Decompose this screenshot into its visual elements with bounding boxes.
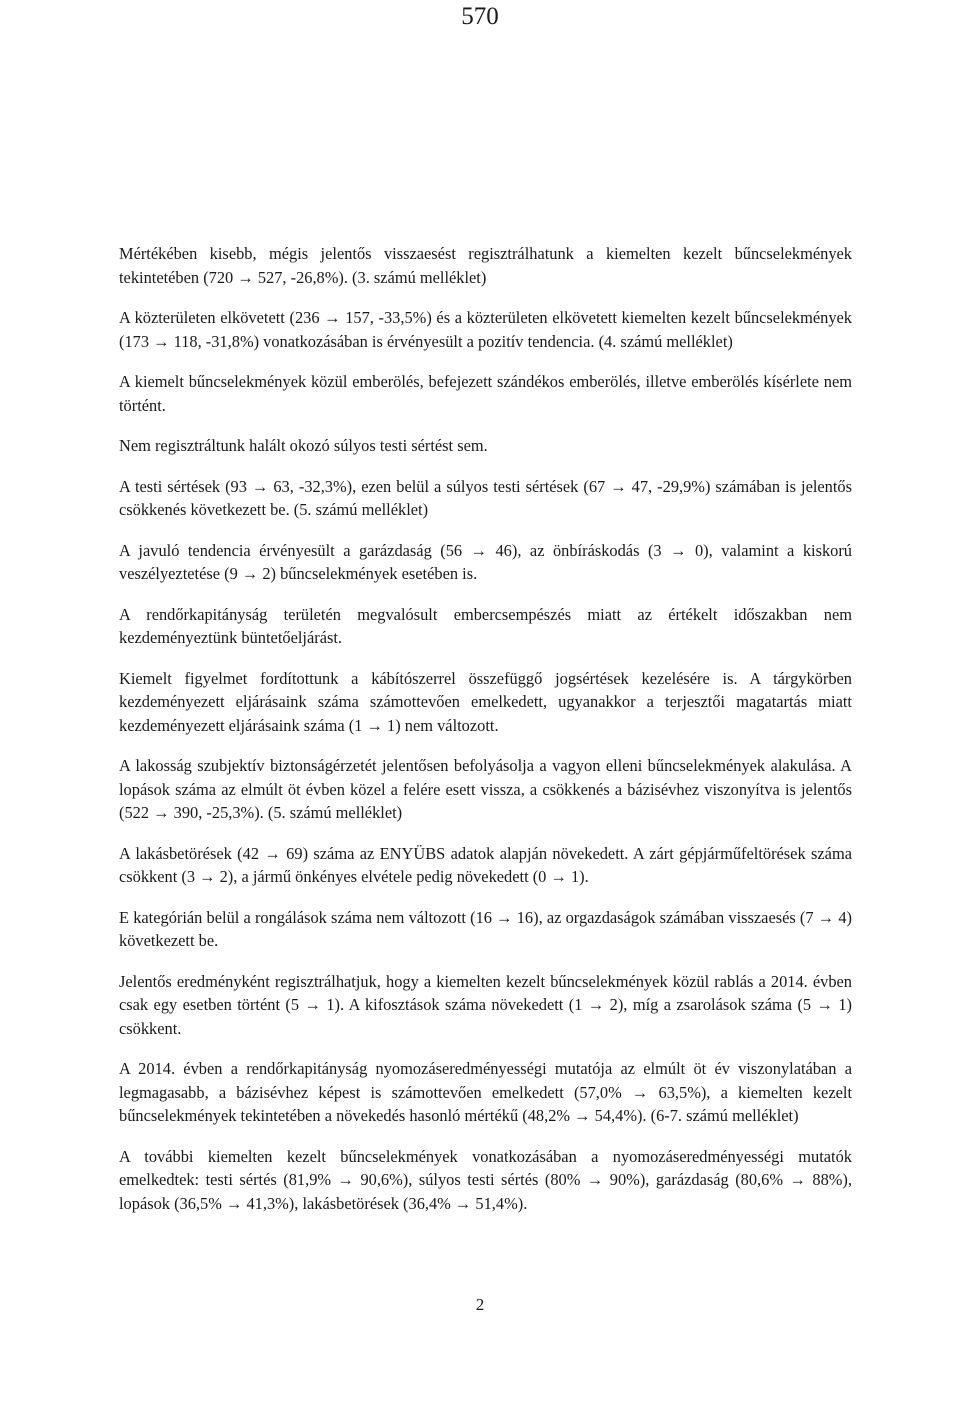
- paragraph-10: A lakásbetörések (42 → 69) száma az ENYÜBS adatok alapján növekedett. A zárt gépjárműfeltörések száma csökkent (3 → 2), a jármű önkényes elvétele pedig növekedett (0 → 1).: [119, 843, 852, 886]
- document-body: [119, 242, 852, 1232]
- paragraph-3: A kiemelt bűncselekmények közül emberölés, befejezett szándékos emberölés, illetve emberölés kísérlete nem történt.: [119, 372, 852, 415]
- paragraph-12: Jelentős eredményként regisztrálhatjuk, hogy a kiemelten kezelt bűncselekmények közül rablás a 2014. évben csak egy esetben történt (5 → 1). A kifosztások száma növekedett (1 → 2), míg a zsarolások száma (5 → 1) csökkent.: [119, 971, 852, 1038]
- paragraph-13: A 2014. évben a rendőrkapitányság nyomozáseredményességi mutatója az elmúlt öt év viszonylatában a legmagasabb, a bázisévhez képest is számottevően emelkedett (57,0% → 63,5%), a kiemelten kezelt bűncselekmények tekintetében a növekedés hasonló mértékű (48,2% → 54,4%). (6-7. számú melléklet): [119, 1059, 852, 1125]
- paragraph-11: E kategórián belül a rongálások száma nem változott (16 → 16), az orgazdaságok számában visszaesés (7 → 4) következett be.: [119, 907, 852, 950]
- paragraph-7: A rendőrkapitányság területén megvalósult embercsempészés miatt az értékelt időszakban nem kezdeményeztünk büntetőeljárást.: [119, 604, 852, 647]
- paragraph-2: A közterületen elkövetett (236 → 157, -33,5%) és a közterületen elkövetett kiemelten kezelt bűncselekmények (173 → 118, -31,8%) vonatkozásában is érvényesült a pozitív tendencia. (4. számú melléklet): [119, 308, 852, 351]
- page-number: 570: [461, 3, 499, 30]
- paragraph-14: A további kiemelten kezelt bűncselekmények vonatkozásában a nyomozáseredményességi mutatók emelkedtek: testi sértés (81,9% → 90,6%), súlyos testi sértés (80% → 90%), garázdaság (80,6% → 88%), lopások (36,5% → 41,3%), lakásbetörések (36,4% → 51,4%).: [119, 1146, 852, 1213]
- footer-page-number: 2: [475, 1295, 485, 1314]
- paragraph-6: A javuló tendencia érvényesült a garázdaság (56 → 46), az önbíráskodás (3 → 0), valamint a kiskorú veszélyeztetése (9 → 2) bűncselekmények esetében is.: [119, 540, 852, 583]
- paragraph-1: Mértékében kisebb, mégis jelentős visszaesést regisztrálhatunk a kiemelten kezelt bűncselekmények tekintetében (720 → 527, -26,8%). (3. számú melléklet): [119, 244, 852, 287]
- paragraph-5: A testi sértések (93 → 63, -32,3%), ezen belül a súlyos testi sértések (67 → 47, -29,9%) számában is jelentős csökkenés következett be. (5. számú melléklet): [119, 476, 852, 519]
- paragraph-9: A lakosság szubjektív biztonságérzetét jelentősen befolyásolja a vagyon elleni bűncselekmények alakulása. A lopások száma az elmúlt öt évben közel a felére esett vissza, a csökkenés a bázisévhez viszonyítva is jelentős (522 → 390, -25,3%). (5. számú melléklet): [119, 756, 852, 822]
- paragraph-8: Kiemelt figyelmet fordítottunk a kábítószerrel összefüggő jogsértések kezelésére is. A tárgykörben kezdeményezett eljárásaink száma számottevően emelkedett, ugyanakkor a terjesztői magatartás miatt kezdeményezett eljárásaink száma (1 → 1) nem változott.: [119, 668, 852, 735]
- paragraph-4: Nem regisztráltunk halált okozó súlyos testi sértést sem.: [119, 436, 488, 455]
